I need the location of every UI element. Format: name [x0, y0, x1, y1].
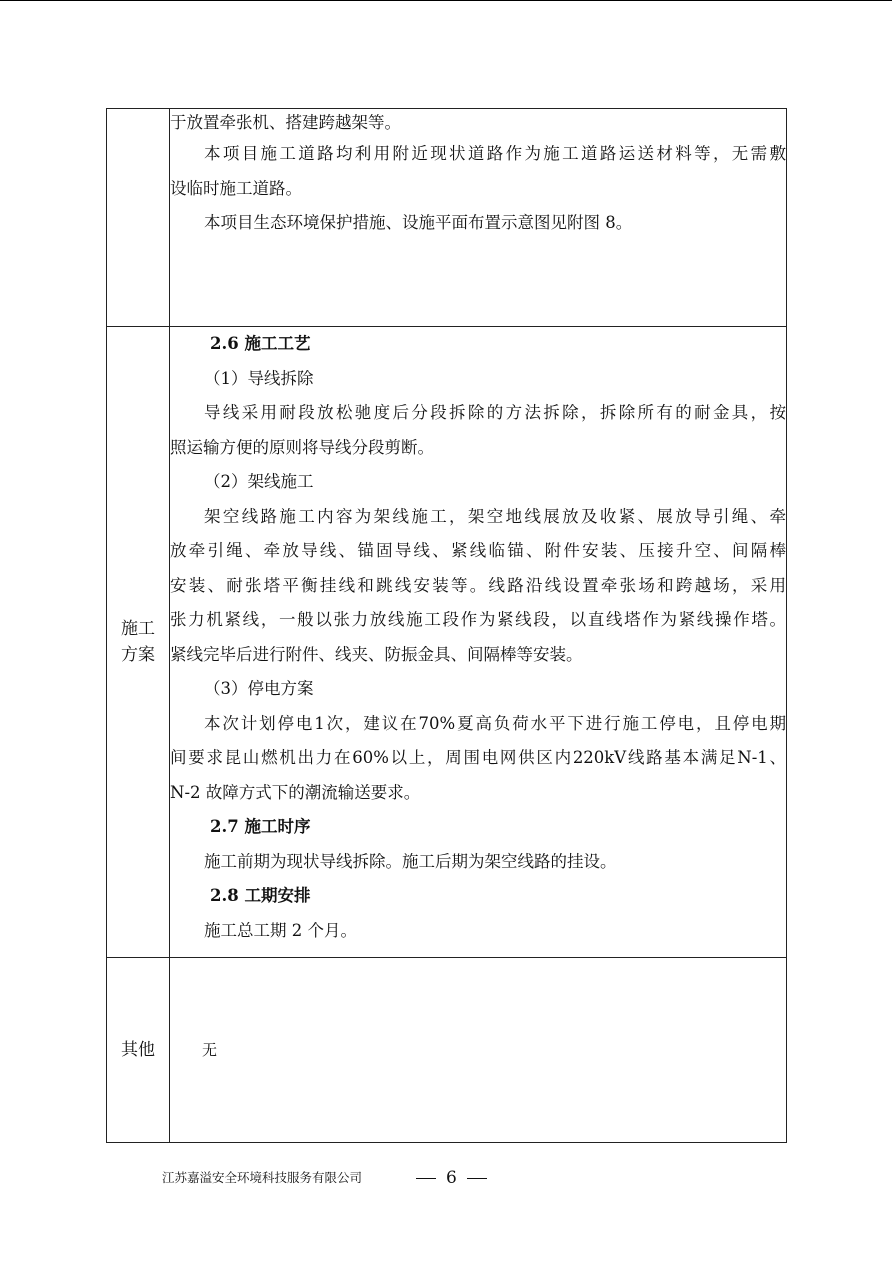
row-content-other	[170, 958, 787, 1143]
row-label	[107, 109, 170, 327]
text-line: 放牵引绳、牵放导线、锚固导线、紧线临锚、附件安装、压接升空、间隔棒	[170, 541, 786, 560]
text-line: 张力机紧线，一般以张力放线施工段作为紧线段，以直线塔作为紧线操作塔。	[170, 610, 786, 629]
label-line: 施工	[121, 619, 155, 639]
text-line: 于放置牵张机、搭建跨越架等。	[170, 113, 401, 132]
text-line: 导线采用耐段放松驰度后分段拆除的方法拆除，拆除所有的耐金具，按	[204, 403, 786, 422]
dash-right	[467, 1178, 487, 1179]
subheading: （3）停电方案	[204, 679, 314, 698]
section-heading-2-6: 2.6 施工工艺	[210, 334, 311, 353]
subheading: （2）架线施工	[204, 472, 314, 491]
row-label-other: 其他	[107, 958, 170, 1143]
footer-company-name: 江苏嘉溢安全环境科技服务有限公司	[162, 1170, 363, 1185]
text-line: 紧线完毕后进行附件、线夹、防振金具、间隔棒等安装。	[170, 644, 583, 664]
text-line: 架空线路施工内容为架线施工，架空地线展放及收紧、展放导引绳、牵	[204, 506, 786, 526]
text-line: 本项目生态环境保护措施、设施平面布置示意图见附图 8。	[204, 213, 633, 232]
text-line: 无	[202, 1040, 218, 1059]
text-line: 间要求昆山燃机出力在60%以上，周围电网供区内220kV线路基本满足N-1、	[170, 748, 786, 767]
text-line: 设临时施工道路。	[170, 178, 302, 198]
dash-left	[416, 1178, 436, 1179]
row-label-construction-plan	[107, 327, 170, 958]
page-number-group	[406, 1166, 497, 1190]
content-table	[106, 108, 787, 1143]
section-heading-2-8: 2.8 工期安排	[210, 886, 311, 905]
text-line: 施工前期为现状导线拆除。施工后期为架空线路的挂设。	[204, 851, 617, 871]
table-row	[107, 109, 787, 327]
subheading: （1）导线拆除	[204, 368, 314, 388]
row-content-construction	[170, 327, 787, 958]
section-heading-2-7: 2.7 施工时序	[210, 817, 311, 836]
text-line: 照运输方便的原则将导线分段剪断。	[170, 437, 434, 457]
page-footer	[162, 1166, 722, 1192]
page-top-border	[0, 0, 892, 1]
text-line: 本项目施工道路均利用附近现状道路作为施工道路运送材料等，无需敷	[204, 144, 786, 163]
text-line: 施工总工期 2 个月。	[204, 920, 357, 940]
text-line: N-2 故障方式下的潮流输送要求。	[170, 782, 421, 802]
page-number: 6	[446, 1168, 457, 1188]
table-row	[107, 327, 787, 958]
table-row	[107, 958, 787, 1143]
text-line: 安装、耐张塔平衡挂线和跳线安装等。线路沿线设置牵张场和跨越场，采用	[170, 575, 786, 595]
label-line: 方案	[121, 645, 155, 665]
row-content-ecology	[170, 109, 787, 327]
text-line: 本次计划停电1次，建议在70%夏高负荷水平下进行施工停电，且停电期	[204, 713, 786, 733]
